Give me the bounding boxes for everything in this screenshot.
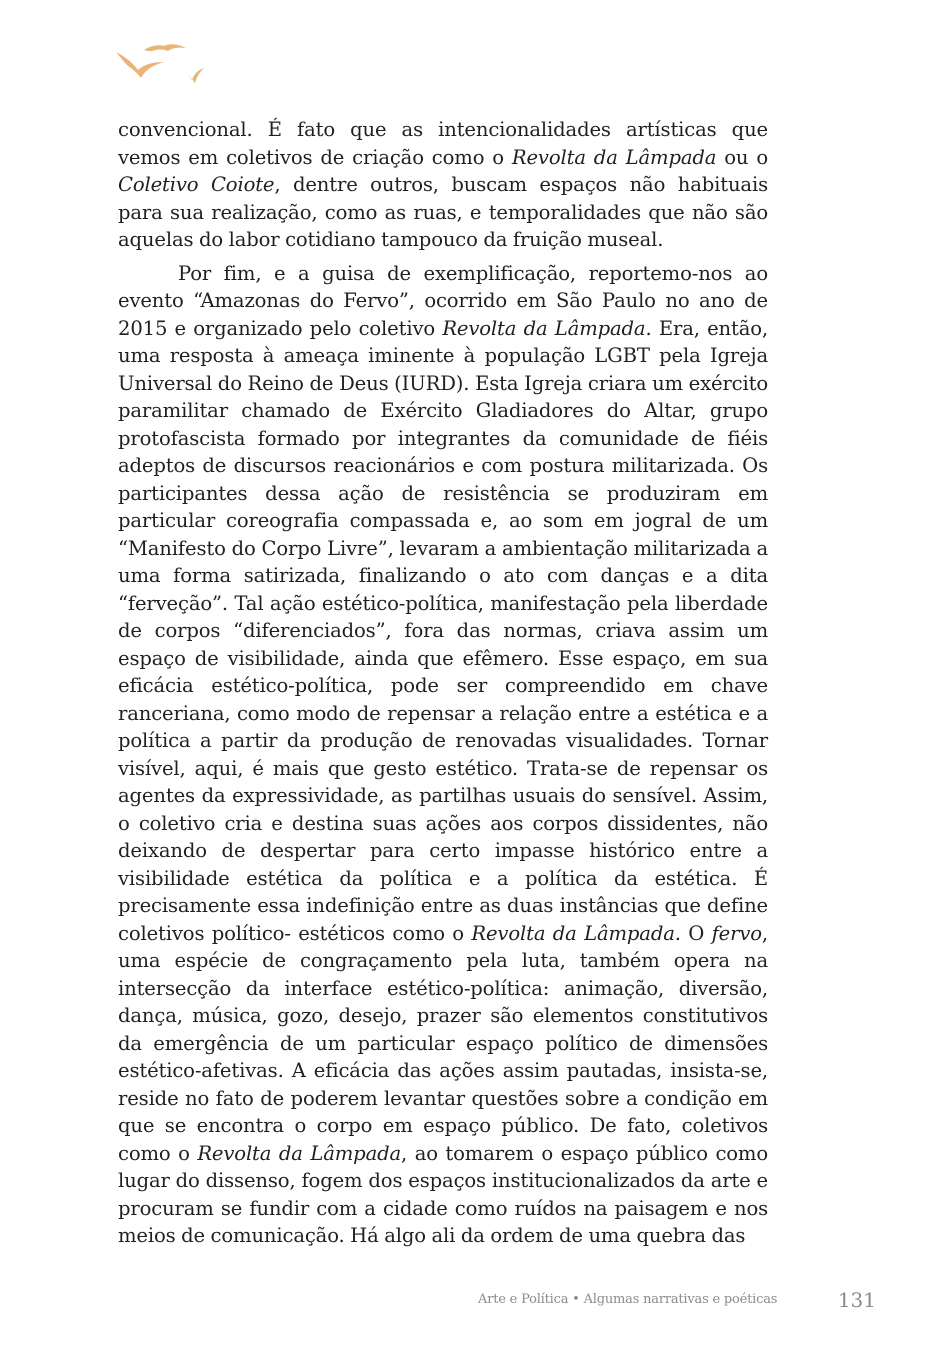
italic-text-run: Revolta da Lâmpada	[511, 145, 717, 169]
text-run: ou o	[716, 145, 768, 169]
italic-text-run: Revolta da Lâmpada	[471, 921, 675, 945]
page-number: 131	[837, 1288, 876, 1312]
text-run: , uma espécie de congraçamento pela luta, também opera na intersecção da interface estético-política: animação, diversão, dança, música, gozo, desejo, prazer são elementos constitutivos da emergência de um particular espaço político de dimensões estético-afetivas. A eficácia das ações assim pautadas, insista-se, reside no fato de poderem levantar questões sobre a condição em que se encontra o corpo em espaço público. De fato, coletivos como o	[118, 921, 769, 1165]
birds-logo-icon	[114, 40, 210, 86]
body-text	[118, 116, 768, 1250]
text-run: , dentre outros, buscam espaços não habituais para sua realização, como as ruas, e temporalidades que não são aquelas do labor cotidiano tampouco da fruição museal.	[118, 173, 768, 251]
text-run: . O	[674, 921, 712, 945]
text-run: convencional. É fato que as intencionalidades artísticas que vemos em coletivos de criação como o	[118, 118, 768, 169]
italic-text-run: Revolta da Lâmpada	[197, 1141, 402, 1165]
italic-text-run: Coletivo Coiote	[118, 173, 275, 196]
italic-text-run: Revolta da Lâmpada	[442, 316, 646, 340]
bird-large-icon	[116, 52, 164, 78]
paragraph-2	[118, 260, 768, 1250]
paragraph-1	[118, 116, 768, 254]
text-run: . Era, então, uma resposta à ameaça iminente à população LGBT pela Igreja Universal do Reino de Deus (IURD). Esta Igreja criara um exército paramilitar chamado de Exército Gladiadores do Altar, grupo protofascista formado por integrantes da comunidade de fiéis adeptos de discursos reacionários e com postura militarizada. Os participantes dessa ação de resistência se produziram em particular coreografia compassada e, ao som em jogral de um “Manifesto do Corpo Livre”, levaram a ambientação militarizada a uma forma satirizada, finalizando o ato com danças e a dita “ferveção”. Tal ação estético-política, manifestação pela liberdade de corpos “diferenciados”, fora das normas, criava assim um espaço de visibilidade, ainda que efêmero. Esse espaço, em sua eficácia estético-política, pode ser compreendido em chave ranceriana, como modo de repensar a relação entre a estética e a política a partir da produção de renovadas visualidades. Tornar visível, aqui, é mais que gesto estético. Trata-se de repensar os agentes da expressividade, as partilhas usuais do sensível. Assim, o coletivo cria e destina suas ações aos corpos dissidentes, não deixando de despertar para certo impasse histórico entre a visibilidade estética da política e a política da estética. É precisamente essa indefinição entre as duas instâncias que define coletivos político- estéticos como o	[118, 316, 768, 945]
text-run: , ao tomarem o espaço público como lugar do dissenso, fogem dos espaços institucionalizados da arte e procuram se fundir com a cidade como ruídos na paisagem e nos meios de comunicação. Há algo ali da ordem de uma quebra das	[118, 1141, 768, 1247]
footer-book-title: Arte e Política • Algumas narrativas e poéticas	[478, 1292, 778, 1307]
bird-right-icon	[176, 66, 204, 83]
bird-top-icon	[144, 44, 186, 51]
text-run: Por fim, e a guisa de exemplificação, reportemo-nos ao evento “Amazonas do Fervo”, ocorrido em São Paulo no ano de 2015 e organizado pelo coletivo	[118, 261, 768, 340]
italic-text-run: fervo	[711, 921, 762, 945]
